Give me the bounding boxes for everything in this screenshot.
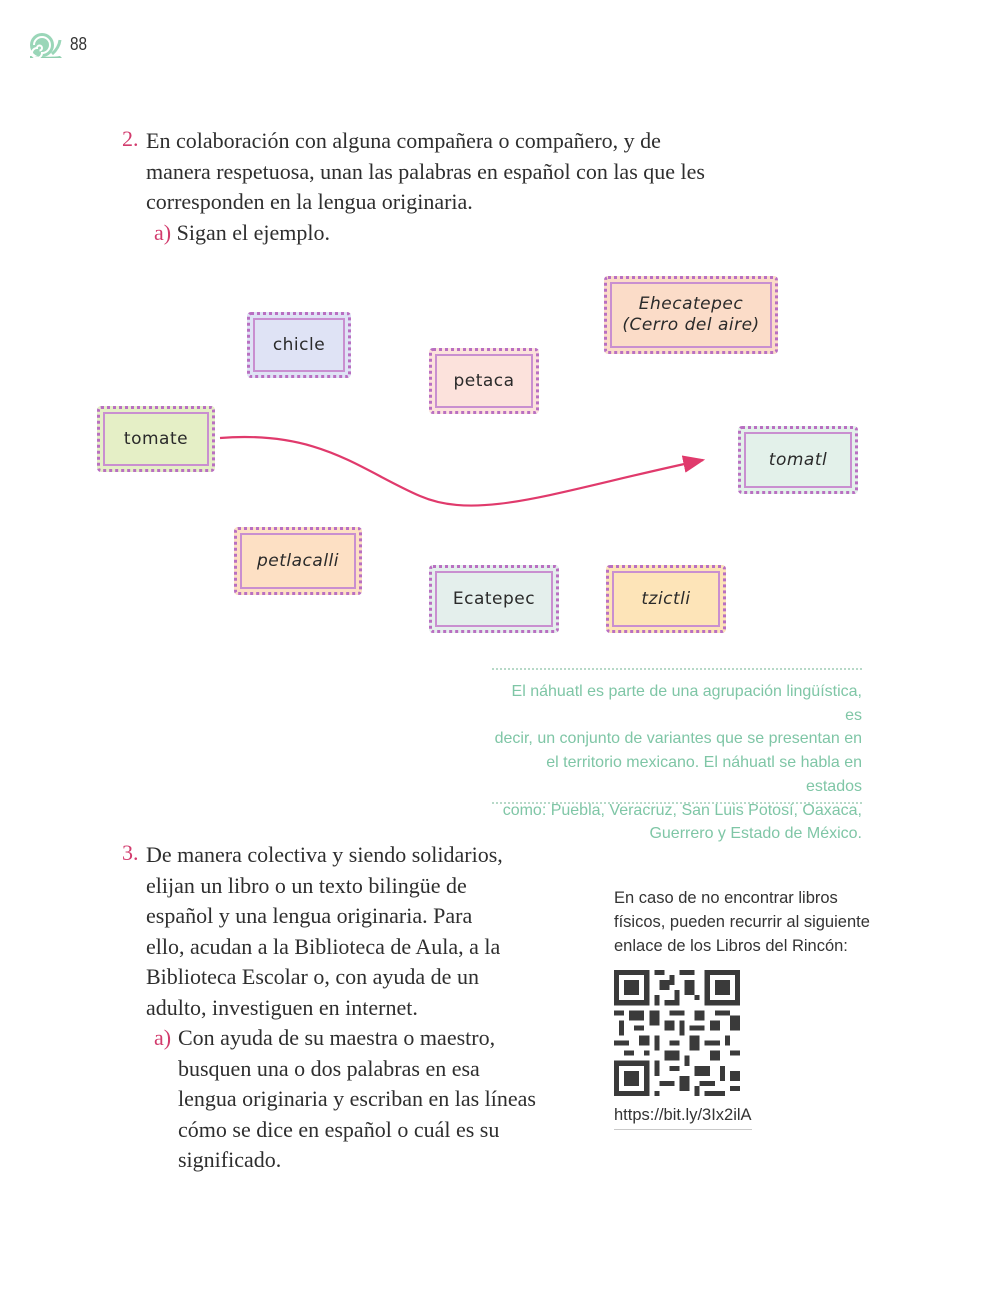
side-note: [614, 886, 874, 958]
info-line: como: Puebla, Veracruz, San Luis Potosí, Oaxaca,: [502, 801, 862, 819]
card-label-line1: Ehecatepec: [638, 294, 744, 314]
side-note-line: En caso de no encontrar libros: [614, 889, 838, 907]
card-label-line2: (Cerro del aire): [622, 315, 760, 335]
card-label: petaca: [453, 370, 515, 391]
exercise-3-line: español y una lengua originaria. Para: [146, 903, 473, 928]
exercise-2-line: En colaboración con alguna compañera o compañero, y de: [146, 128, 661, 153]
exercise-3-line: ello, acudan a la Biblioteca de Aula, a la: [146, 933, 501, 959]
side-note-line: enlace de los Libros del Rincón:: [614, 937, 848, 955]
side-note-line: físicos, pueden recurrir al siguiente: [614, 913, 870, 931]
info-line: El náhuatl es parte de una agrupación lingüística, es: [511, 683, 862, 724]
exercise-3-line: adulto, investiguen en internet.: [146, 994, 418, 1020]
card-label: Ecatepec: [452, 588, 536, 609]
exercise-2-number: 2.: [122, 126, 139, 151]
info-note: [492, 668, 862, 843]
subitem-line: significado.: [178, 1147, 282, 1172]
qr-link[interactable]: https://bit.ly/3Ix2ilA: [614, 1106, 752, 1130]
info-text: [492, 680, 862, 846]
subitem-letter: a): [154, 219, 172, 245]
subitem-line: busquen una o dos palabras en esa: [178, 1055, 480, 1081]
info-line: decir, un conjunto de variantes que se presentan en: [494, 730, 862, 748]
exercise-3-line: De manera colectiva y siendo solidarios,: [146, 842, 503, 867]
info-line: Guerrero y Estado de México.: [649, 825, 862, 843]
subitem-line: cómo se dice en español o cuál es su: [178, 1116, 500, 1142]
exercise-3-subitem: [146, 1023, 566, 1176]
card-label: tomatl: [768, 449, 828, 470]
card-label: chicle: [272, 334, 326, 355]
subitem-letter: a): [154, 1025, 172, 1050]
exercise-2-line: corresponden en la lengua originaria.: [146, 189, 473, 214]
card-label: petlacalli: [257, 550, 339, 571]
subitem-text: Sigan el ejemplo.: [176, 219, 330, 245]
card-label: tomate: [123, 428, 189, 449]
card-label: tzictli: [641, 588, 691, 609]
exercise-3-instructions: [146, 840, 566, 1176]
subitem-line: lengua originaria y escriban en las líneas: [178, 1086, 536, 1111]
info-line: el territorio mexicano. El náhuatl se habla en estados: [546, 754, 862, 795]
page-number: 88: [70, 34, 88, 54]
subitem-line: Con ayuda de su maestra o maestro,: [178, 1025, 496, 1050]
exercise-3-line: Biblioteca Escolar o, con ayuda de un: [146, 964, 479, 989]
exercise-2-line: manera respetuosa, unan las palabras en español con las que les: [146, 158, 705, 184]
exercise-3-number: 3.: [122, 840, 139, 865]
qr-code-icon[interactable]: [614, 970, 740, 1096]
exercise-3-line: elijan un libro o un texto bilingüe de: [146, 872, 467, 898]
